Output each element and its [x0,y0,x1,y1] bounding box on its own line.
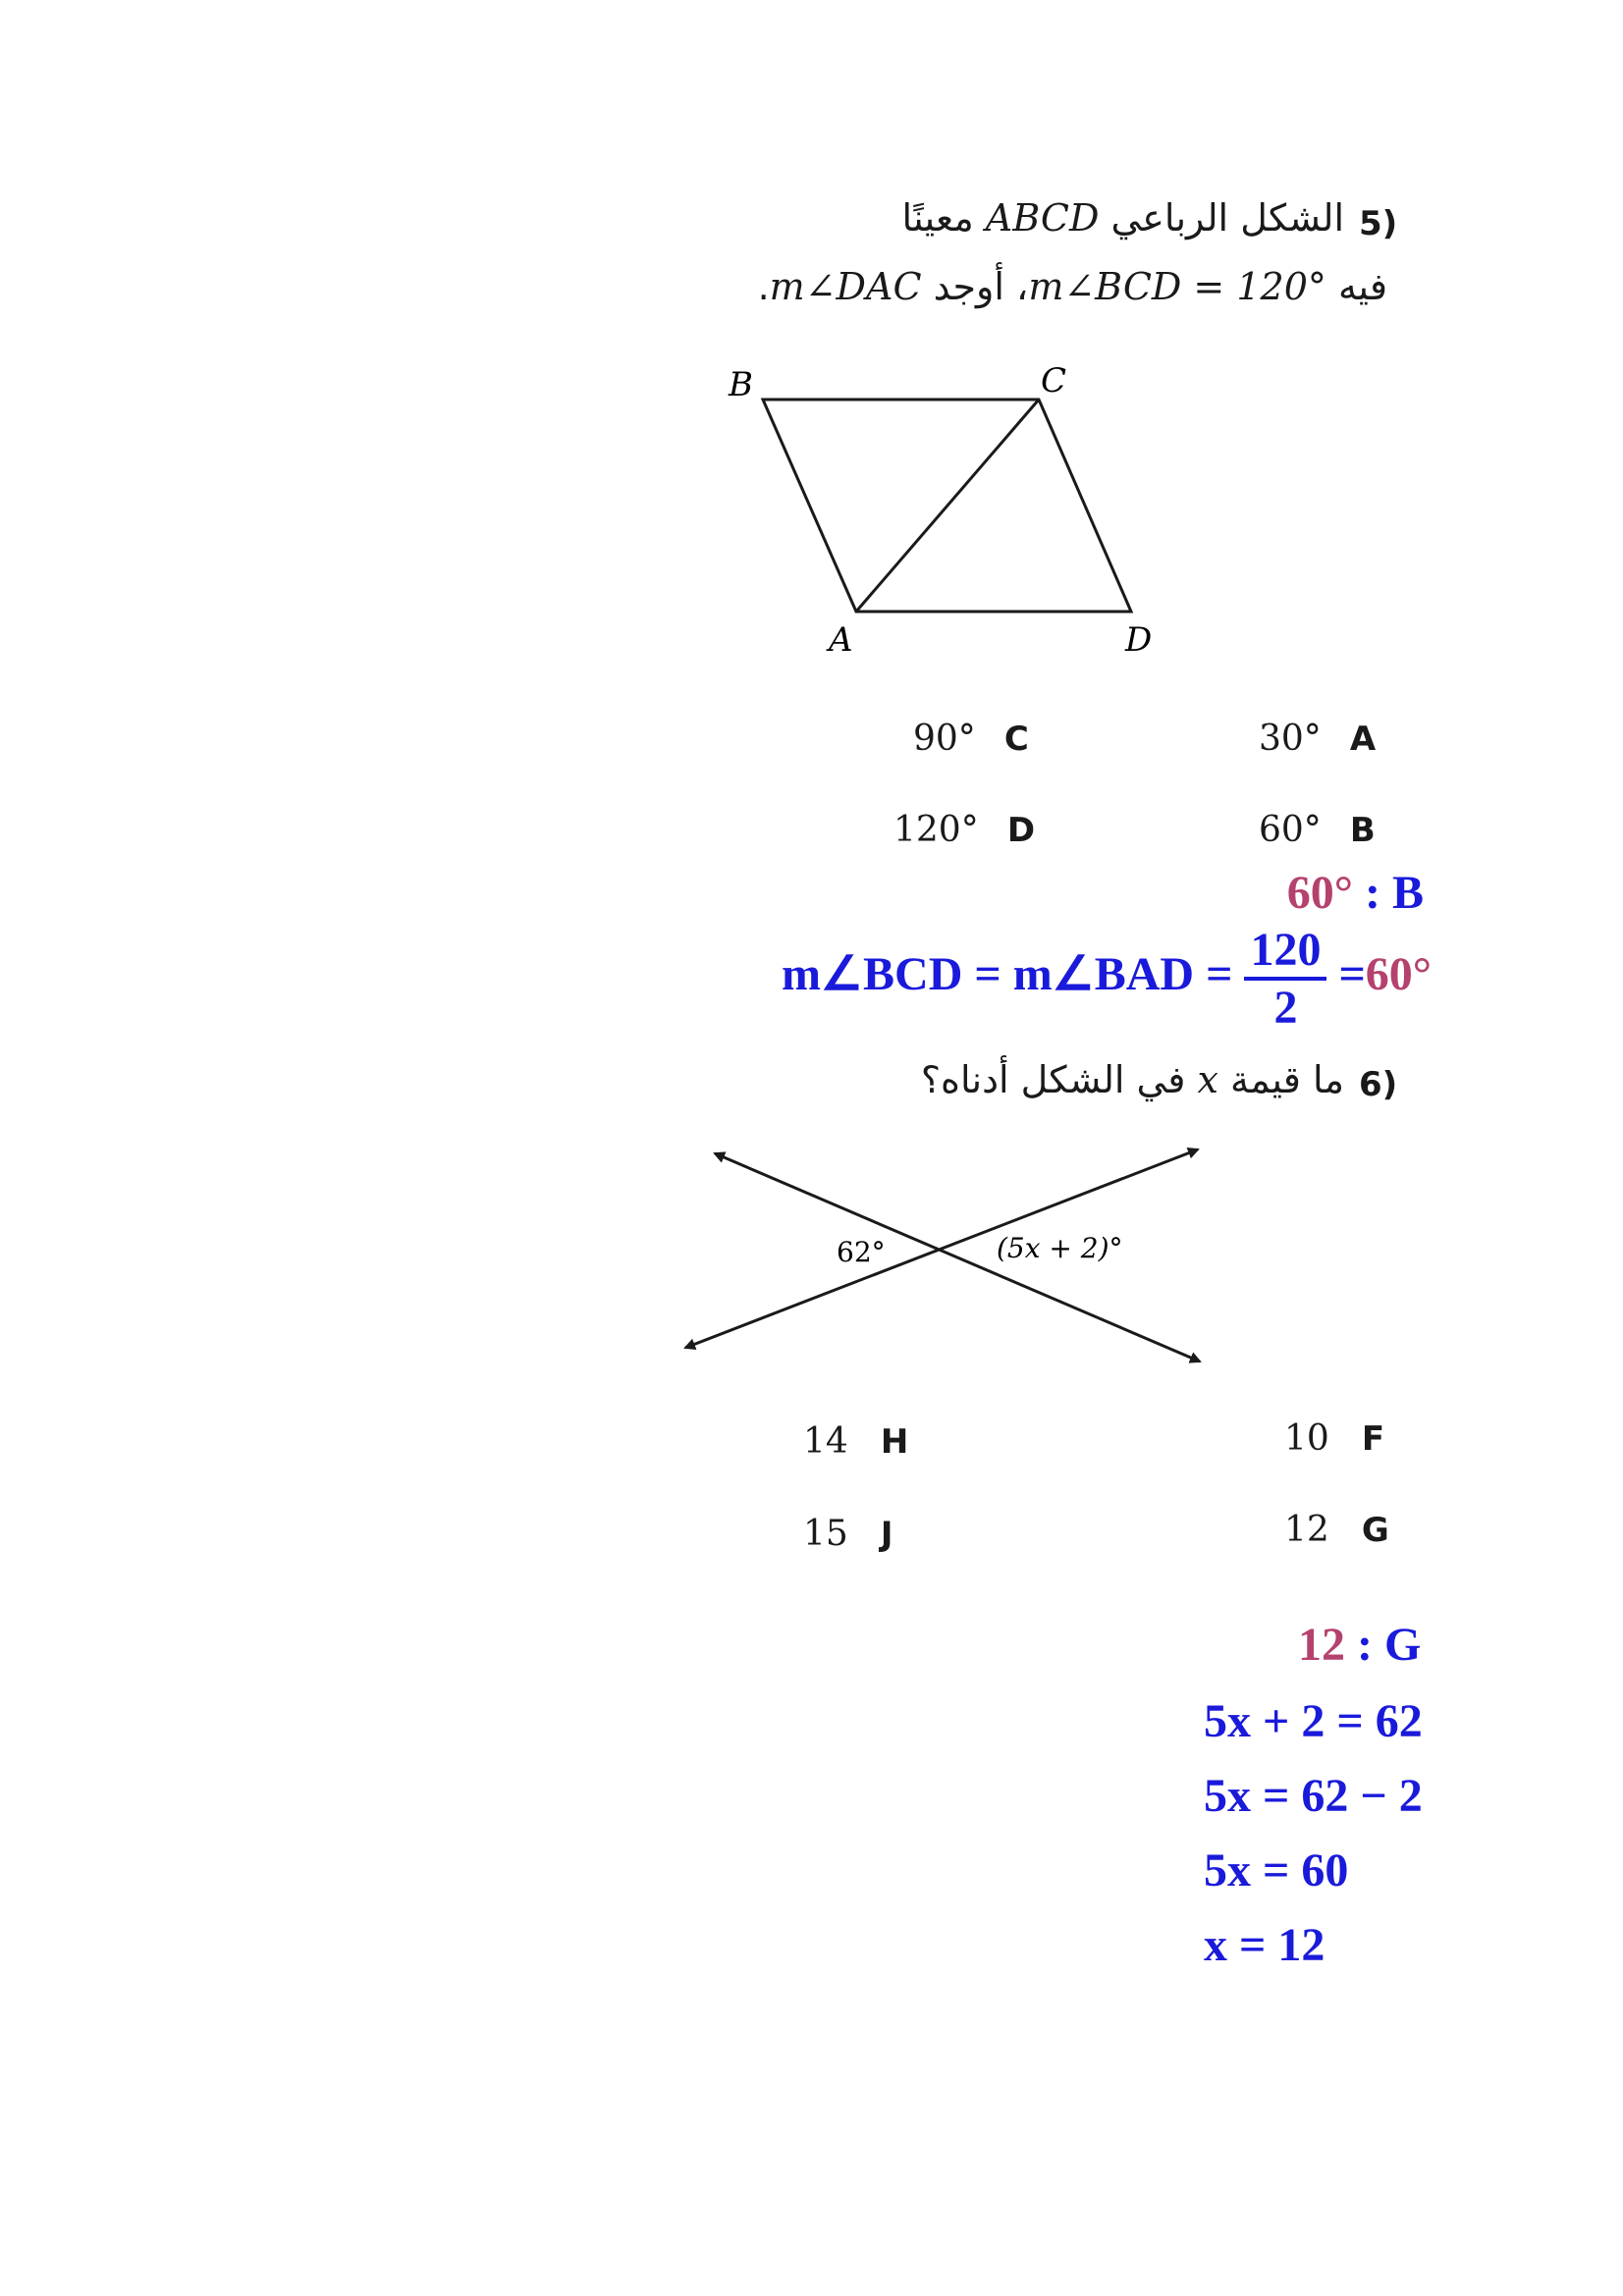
q6-choice-h [803,1421,908,1462]
q5-answer-sep: : [1353,867,1392,919]
q6-choice-f-letter: F [1361,1419,1385,1459]
q5-work-denominator: 2 [1273,982,1298,1034]
q6-answer-letter: G [1383,1619,1422,1671]
q6-text-pre: ما قيمة [1230,1058,1344,1101]
q5-line2-math1: m∠BCD = 120° [1028,265,1326,308]
q6-answer-value: 12 [1298,1619,1345,1671]
q5-line2-end: . [757,265,770,308]
q5-line2-mid: ، أوجد [933,265,1029,308]
q6-choice-g [1284,1510,1389,1550]
q5-choice-c-value: 90° [913,719,976,759]
q6-step-4: x = 12 [1204,1919,1325,1971]
q5-choice-b-letter: B [1349,811,1376,850]
vertex-label-c: C [1041,361,1067,400]
q5-choice-a [1259,719,1376,759]
q5-line1-pre: الشكل الرباعي [1110,196,1344,240]
q5-work [782,923,1432,1035]
q5-choice-a-value: 30° [1259,719,1322,759]
question-5-number: 5) [1359,204,1398,243]
q5-work-eq: = [1338,948,1366,1001]
q5-choice-b-value: 60° [1259,810,1322,850]
q6-choice-h-value: 14 [803,1421,848,1462]
question-5-line-2 [758,265,1387,308]
q6-choice-f [1284,1418,1384,1459]
q5-line2-pre: فيه [1337,265,1387,308]
q5-work-fraction [1244,923,1326,1035]
q5-choice-b [1259,810,1376,850]
angle-label-right: (5x + 2)° [997,1232,1123,1264]
q5-work-numerator: 120 [1244,923,1326,981]
rhombus-figure [707,358,1178,672]
q6-choice-j-letter: J [880,1515,893,1554]
q5-choice-a-letter: A [1349,720,1377,759]
q5-line2-math2: m∠DAC [769,265,922,308]
q5-work-lhs: m∠BCD = m∠BAD = [782,948,1233,1001]
vertex-label-a: A [829,620,853,660]
intersecting-lines-figure [677,1134,1227,1379]
diagonal-ac [856,400,1039,612]
q6-step-3: 5x = 60 [1204,1844,1349,1896]
question-6-text [921,1058,1344,1101]
q6-step-2: 5x = 62 − 2 [1204,1770,1423,1822]
vertex-label-d: D [1125,620,1153,660]
q6-answer [1298,1618,1421,1672]
q5-choice-d [893,810,1035,850]
q6-choice-g-value: 12 [1284,1510,1329,1550]
q5-line1-math: ABCD [985,196,1100,240]
q6-choice-j [803,1514,893,1554]
q6-choice-f-value: 10 [1284,1418,1329,1459]
q5-answer-value: 60° [1286,867,1353,919]
q5-choice-d-letter: D [1006,811,1036,850]
q5-answer [1287,866,1424,920]
q6-step-1: 5x + 2 = 62 [1204,1695,1423,1747]
q5-choice-c [913,719,1029,759]
question-5-line-1 [902,196,1345,240]
angle-label-left: 62° [837,1236,886,1268]
vertex-label-b: B [729,365,753,404]
q6-answer-sep: : [1345,1619,1384,1671]
q6-text-post: في الشكل أدناه؟ [920,1058,1186,1101]
q5-choice-c-letter: C [1003,720,1029,759]
q6-choice-g-letter: G [1361,1511,1389,1550]
q5-answer-letter: B [1391,867,1424,919]
line-1 [715,1153,1200,1362]
question-6-number: 6) [1359,1065,1398,1104]
q5-line1-post: معينًا [901,196,974,240]
q6-text-var: x [1197,1058,1218,1101]
q5-work-result: 60° [1365,948,1432,1001]
q5-choice-d-value: 120° [893,810,979,850]
q6-choice-j-value: 15 [803,1514,848,1554]
q6-choice-h-letter: H [880,1422,909,1462]
